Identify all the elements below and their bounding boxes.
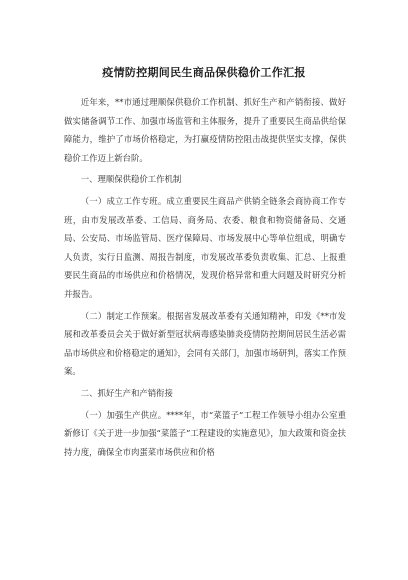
paragraph-working-group: （一）成立工作专班。成立重要民生商品产供销全链条会商协商工作专班，由市发展改革委、工信局、商务局、农委、粮食和物资储备局、交通局、公安局、市场监管局、医疗保障局、市场发展中心等单位组成，明确专人负责，实行日监测、周报告制度，市发展改革委负责收集、汇总、上报重要民生商品的市场供应和价格情况，发现价格异常和重大问题及时研究分析并报告。 <box>64 195 346 299</box>
document-body <box>64 93 346 464</box>
section-heading-1: 一、理顺保供稳价工作机制 <box>80 174 182 185</box>
document-title: 疫情防控期间民生商品保供稳价工作汇报 <box>102 66 306 79</box>
section-heading-2: 二、抓好生产和产销衔接 <box>80 387 173 398</box>
paragraph-production-supply: （一）加强生产供应。****年，市“菜篮子”工程工作领导小组办公室重新修订《关于进一步加强“菜篮子”工程建设的实施意见》，加大政策和资金扶持力度，确保全市肉蛋菜市场供应和价格 <box>64 409 346 457</box>
intro-paragraph: 近年来，**市通过理顺保供稳价工作机制、抓好生产和产销衔接、做好做实储备调节工作、加强市场监管和主体服务，提升了重要民生商品供给保障能力，维护了市场价格稳定，为打赢疫情防控阻击战提供坚实支撑，保供稳价工作迈上新台阶。 <box>64 97 346 163</box>
paragraph-work-plan: （二）制定工作预案。根据省发展改革委有关通知精神，印发《**市发展和改革委员会关于做好新型冠状病毒感染肺炎疫情防控期间居民生活必需品市场供应和价格稳定的通知》，会同有关部门，加强市场研判，落实工作预案。 <box>64 310 346 377</box>
